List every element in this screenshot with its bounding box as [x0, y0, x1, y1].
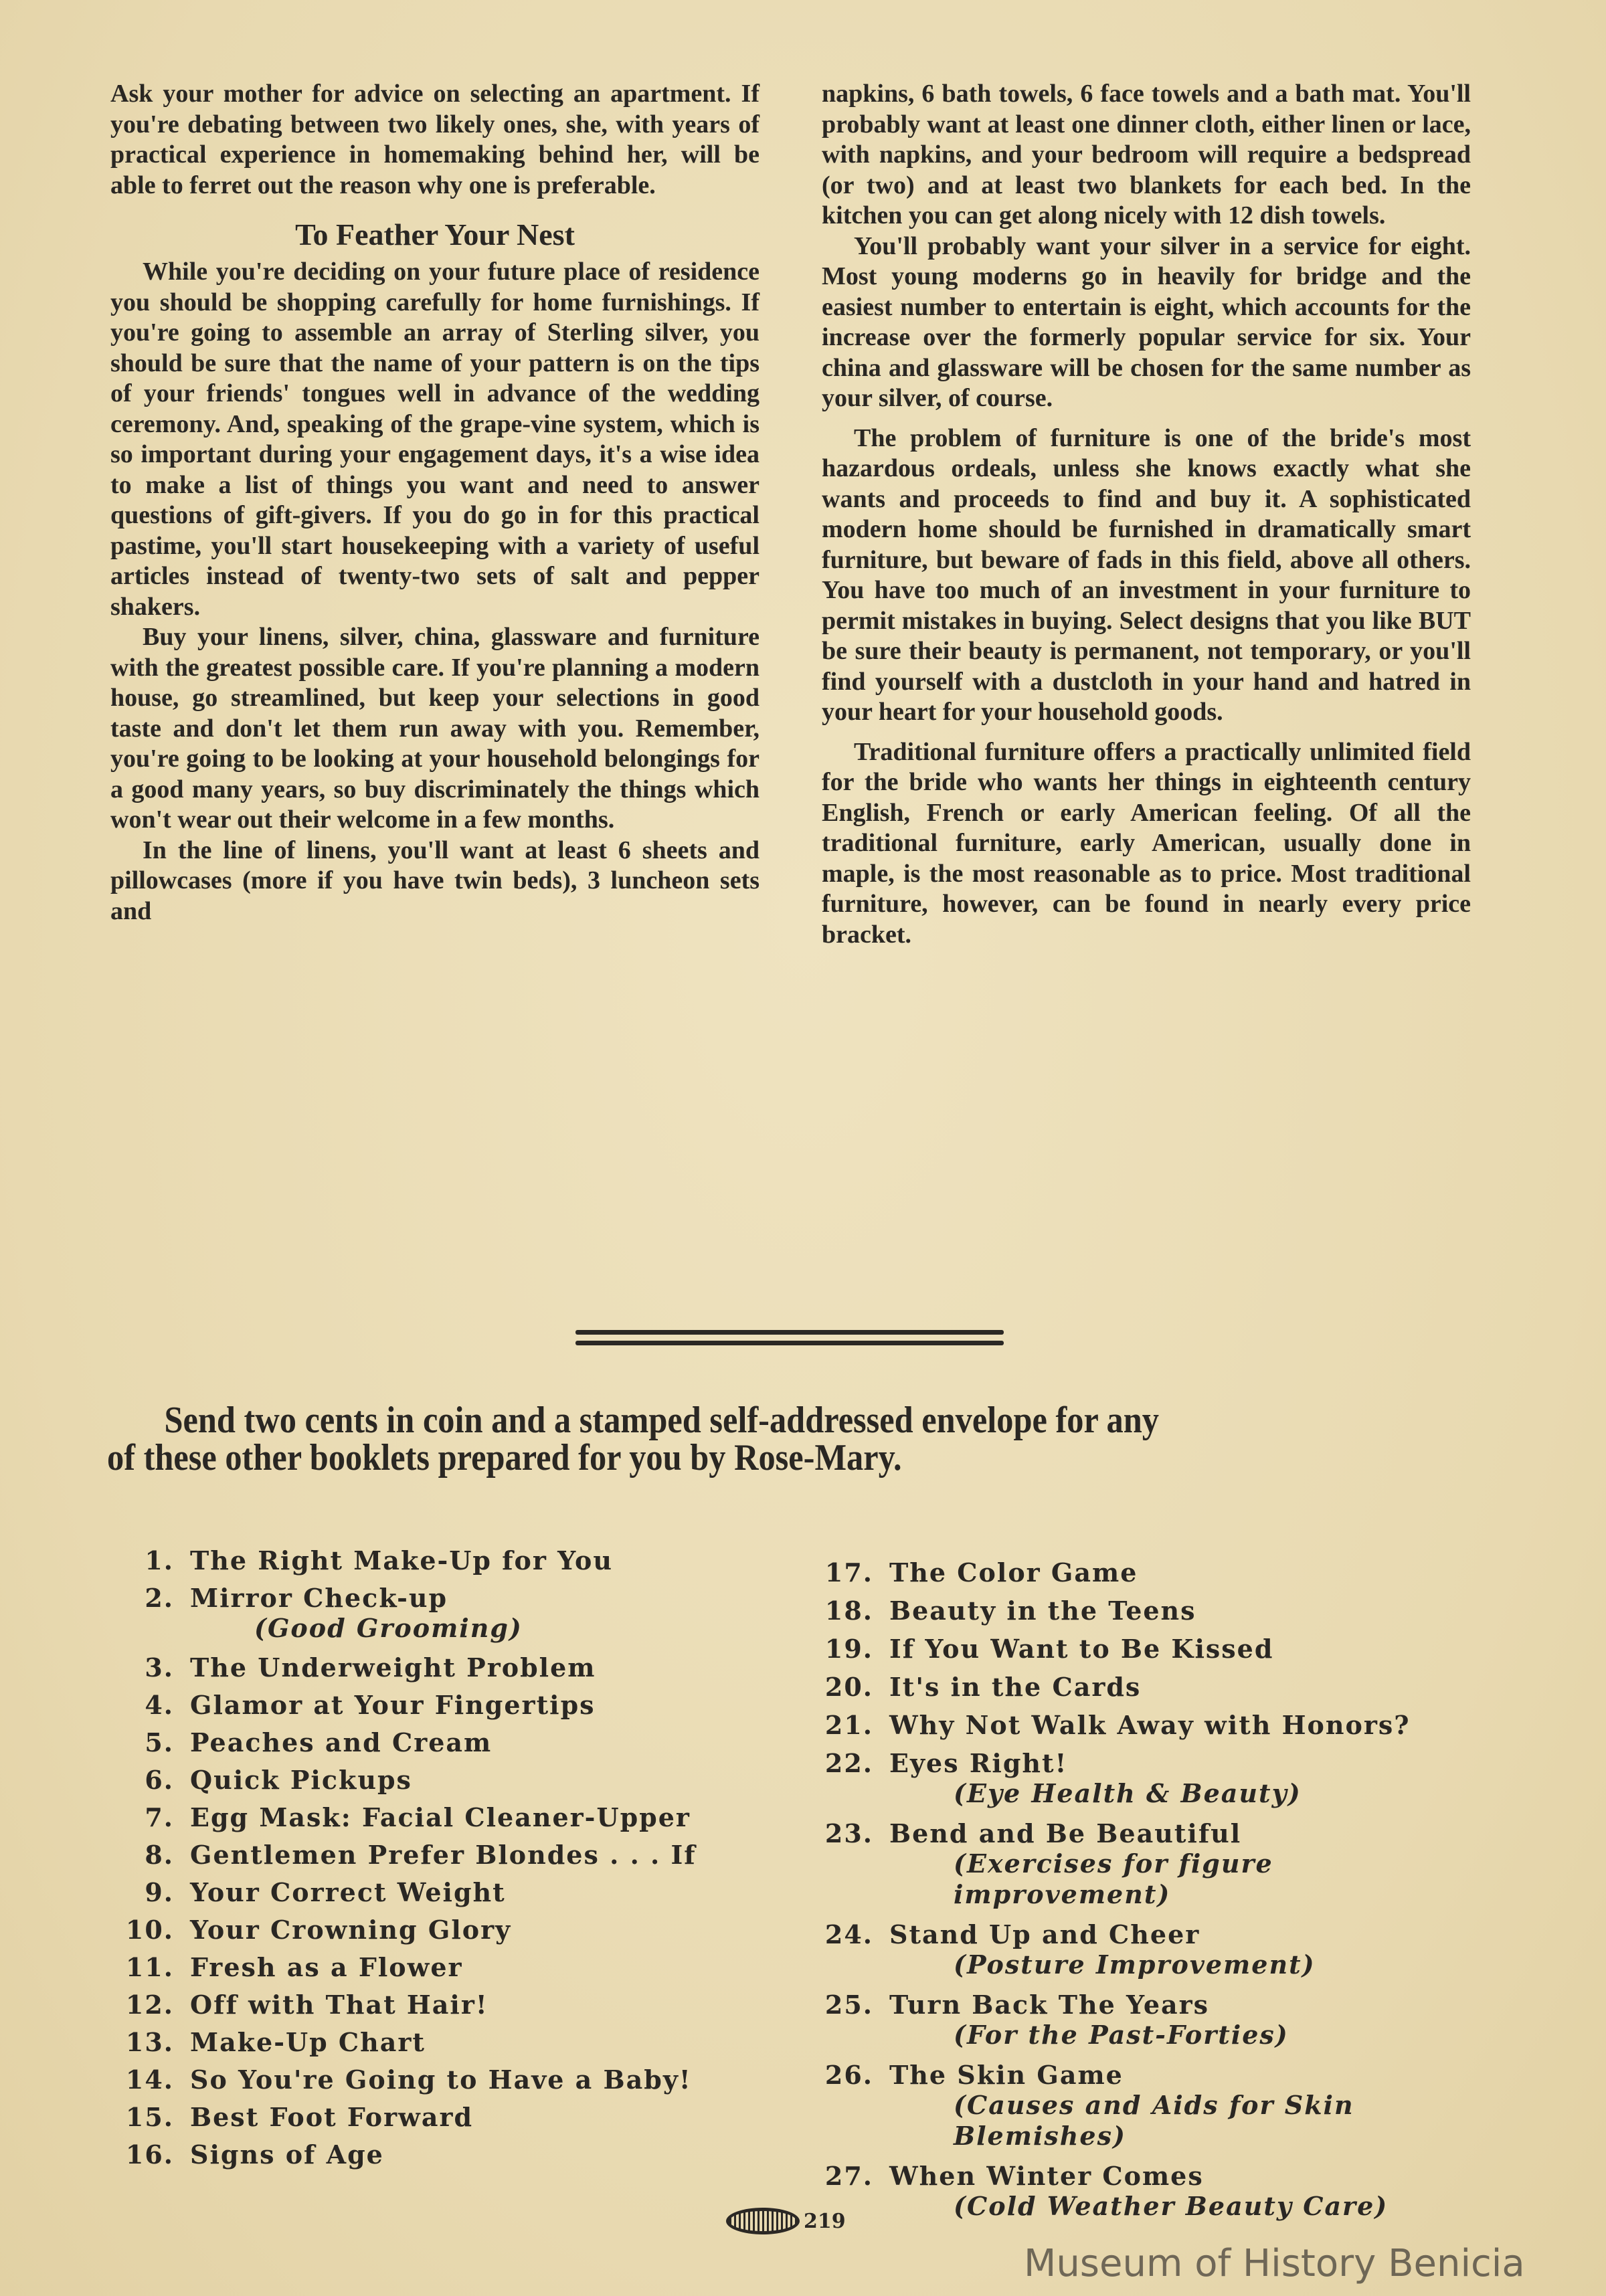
- booklet-number: 2.: [145, 1583, 174, 1613]
- booklet-number: 16.: [125, 2139, 174, 2170]
- booklet-item: [120, 2136, 763, 2174]
- booklet-title: Why Not Walk Away with Honors?: [889, 1710, 1411, 1740]
- booklet-title: Mirror Check-up: [190, 1583, 448, 1613]
- booklet-title: The Right Make-Up for You: [190, 1545, 613, 1575]
- booklet-item: [120, 2061, 763, 2099]
- booklet-subtitle: (Exercises for figure improvement): [954, 1848, 1273, 1909]
- booklet-number: 22.: [824, 1748, 873, 1778]
- booklet-number: 19.: [824, 1634, 873, 1664]
- booklet-subtitle: (Good Grooming): [254, 1613, 523, 1643]
- booklet-title: It's in the Cards: [889, 1672, 1142, 1702]
- booklet-item: [120, 1986, 763, 2024]
- booklet-title: The Color Game: [889, 1557, 1138, 1588]
- booklet-title: Quick Pickups: [190, 1765, 412, 1795]
- booklet-item: [120, 1836, 763, 1874]
- booklet-number: 15.: [125, 2102, 174, 2132]
- double-rule-divider: [575, 1330, 1004, 1350]
- left-column: [110, 79, 760, 927]
- booklet-number: 9.: [145, 1877, 174, 1907]
- watermark: Museum of History Benicia: [1024, 2242, 1525, 2285]
- booklet-item: [120, 1542, 763, 1580]
- booklet-subtitle: (Eye Health & Beauty): [954, 1778, 1302, 1808]
- booklet-title: Signs of Age: [190, 2139, 384, 2170]
- booklet-item: [120, 1761, 763, 1799]
- booklet-title: So You're Going to Have a Baby!: [190, 2065, 692, 2095]
- booklet-number: 10.: [125, 1915, 174, 1945]
- booklet-subtitle: (Cold Weather Beauty Care): [954, 2191, 1389, 2221]
- booklet-item: [120, 1580, 763, 1617]
- body-paragraph: In the line of linens, you'll want at least 6 sheets and pillowcases (more if you have twin beds), 3 luncheon sets and: [110, 836, 760, 925]
- booklet-title: Beauty in the Teens: [889, 1596, 1196, 1626]
- booklet-item: [120, 1649, 763, 1687]
- booklet-number: 11.: [125, 1952, 174, 1982]
- booklet-number: 21.: [824, 1710, 873, 1740]
- booklet-number: 3.: [145, 1652, 174, 1683]
- section-heading: To Feather Your Nest: [295, 217, 575, 252]
- booklet-item: [820, 1706, 1496, 1744]
- booklet-title: The Skin Game: [889, 2060, 1124, 2090]
- booklet-number: 12.: [125, 1990, 174, 2020]
- union-label-seal-icon: [726, 2208, 800, 2234]
- body-paragraph: napkins, 6 bath towels, 6 face towels and a bath mat. You'll probably want at least one dinner cloth, either linen or lace, with napkins, and your bedroom will require a bedspread (or two) and at least two blankets for each bed. In the kitchen you can get along nicely with 12 dish towels.: [822, 80, 1471, 229]
- body-paragraph: While you're deciding on your future place of residence you should be shopping carefully for home furnishings. If you're going to assemble an array of Sterling silver, you should be sure that the name of your pattern is on the tips of your friends' tongues well in advance of the wedding ceremony. And, speaking of the grape-vine system, which is so important during your engagement days, it's a wise idea to make a list of things you want and need to answer questions of gift-givers. If you do go in for this practical pastime, you'll start housekeeping with a variety of useful articles instead of twenty-two sets of salt and pepper shakers.: [110, 258, 760, 621]
- booklet-title: Best Foot Forward: [190, 2102, 474, 2132]
- right-column: [822, 79, 1471, 950]
- booklet-item: [120, 2024, 763, 2061]
- body-paragraph: Buy your linens, silver, china, glassware and furniture with the greatest possible care. If you're planning a modern house, go streamlined, but keep your selections in good taste and don't let them run away with you. Remember, you're going to be looking at your household belongings for a good many years, so buy discriminately the things which won't wear out their welcome in a few months.: [110, 623, 760, 834]
- booklet-subtitle: (Posture Improvement): [954, 1949, 1316, 1980]
- booklet-item: [120, 1949, 763, 1986]
- booklet-title: Off with That Hair!: [190, 1990, 488, 2020]
- booklet-item: [120, 1724, 763, 1761]
- booklet-title: Fresh as a Flower: [190, 1952, 463, 1982]
- booklet-number: 13.: [125, 2027, 174, 2057]
- booklet-item: [820, 1814, 1496, 1852]
- booklet-item: [120, 1799, 763, 1836]
- booklet-title: Make-Up Chart: [190, 2027, 426, 2057]
- booklet-number: 25.: [824, 1990, 873, 2020]
- booklet-title: When Winter Comes: [889, 2161, 1204, 2191]
- booklet-title: Turn Back The Years: [889, 1990, 1210, 2020]
- booklet-title: The Underweight Problem: [190, 1652, 596, 1683]
- booklet-subtitle: (Causes and Aids for Skin Blemishes): [954, 2090, 1354, 2151]
- booklet-number: 26.: [824, 2060, 873, 2090]
- booklet-number: 5.: [145, 1727, 174, 1757]
- booklet-item: [820, 2056, 1496, 2094]
- booklet-title: Your Crowning Glory: [190, 1915, 512, 1945]
- booklet-number: 23.: [824, 1818, 873, 1848]
- booklet-number: 18.: [824, 1596, 873, 1626]
- booklet-title: Your Correct Weight: [190, 1877, 506, 1907]
- booklet-item: [820, 1630, 1496, 1668]
- booklet-number: 6.: [145, 1765, 174, 1795]
- booklet-item: [820, 1553, 1496, 1592]
- offer-line-1: Send two cents in coin and a stamped self-addressed envelope for any: [164, 1400, 1159, 1441]
- booklet-number: 20.: [824, 1672, 873, 1702]
- booklet-number: 8.: [145, 1840, 174, 1870]
- page-footer: [726, 2208, 846, 2234]
- booklet-item: [820, 1592, 1496, 1630]
- page-number: 219: [804, 2209, 846, 2233]
- booklet-list-left: [120, 1542, 763, 2174]
- body-paragraph: The problem of furniture is one of the bride's most hazardous ordeals, unless she knows exactly what she wants and proceeds to find and buy it. A sophisticated modern home should be furnished in dramatically smart furniture, but beware of fads in this field, above all others. You have too much of an investment in your furniture to permit mistakes in buying. Select designs that you like BUT be sure their beauty is permanent, not temporary, or you'll find yourself with a dustcloth in your hand and hatred in your heart for your household goods.: [822, 423, 1471, 726]
- body-paragraph: You'll probably want your silver in a service for eight. Most young moderns go in heavily for bridge and the easiest number to entertain is eight, which accounts for the increase over the formerly popular service for six. Your china and glassware will be chosen for the same number as your silver, of course.: [822, 231, 1471, 412]
- booklet-title: Egg Mask: Facial Cleaner-Upper: [190, 1802, 691, 1832]
- booklet-item: [820, 1986, 1496, 2024]
- booklet-number: 1.: [145, 1545, 174, 1575]
- booklet-item: [820, 1744, 1496, 1782]
- booklet-title: Gentlemen Prefer Blondes . . . If: [190, 1840, 697, 1870]
- body-paragraph: Traditional furniture offers a practically unlimited field for the bride who wants her things in eighteenth century English, French or early American feeling. Of all the traditional furniture, early American, usually done in maple, is the most reasonable as to price. Most traditional furniture, however, can be found in nearly every price bracket.: [822, 737, 1471, 949]
- booklet-title: Bend and Be Beautiful: [889, 1818, 1242, 1848]
- booklet-title: Eyes Right!: [889, 1748, 1068, 1778]
- booklet-number: 14.: [125, 2065, 174, 2095]
- booklet-title: Stand Up and Cheer: [889, 1919, 1200, 1949]
- booklet-item: [820, 2157, 1496, 2195]
- booklet-subtitle: (For the Past-Forties): [954, 2020, 1289, 2050]
- booklet-title: If You Want to Be Kissed: [889, 1634, 1274, 1664]
- intro-paragraph: Ask your mother for advice on selecting an apartment. If you're debating between two likely ones, she, with years of practical experience in homemaking behind her, will be able to ferret out the reason why one is preferable.: [110, 80, 760, 199]
- booklet-number: 7.: [145, 1802, 174, 1832]
- booklet-number: 24.: [824, 1919, 873, 1949]
- booklet-number: 17.: [824, 1557, 873, 1588]
- booklet-item: [820, 1668, 1496, 1706]
- booklet-item: [120, 2099, 763, 2136]
- booklet-title: Glamor at Your Fingertips: [190, 1690, 596, 1720]
- booklet-item: [120, 1687, 763, 1724]
- booklet-item: [120, 1874, 763, 1911]
- booklet-item: [120, 1911, 763, 1949]
- booklet-number: 27.: [824, 2161, 873, 2191]
- booklet-list-right: [820, 1553, 1496, 2227]
- booklet-number: 4.: [145, 1690, 174, 1720]
- booklet-title: Peaches and Cream: [190, 1727, 493, 1757]
- offer-line-2: of these other booklets prepared for you by Rose-Mary.: [107, 1437, 902, 1478]
- booklet-offer: [107, 1402, 1348, 1476]
- booklet-item: [820, 1915, 1496, 1953]
